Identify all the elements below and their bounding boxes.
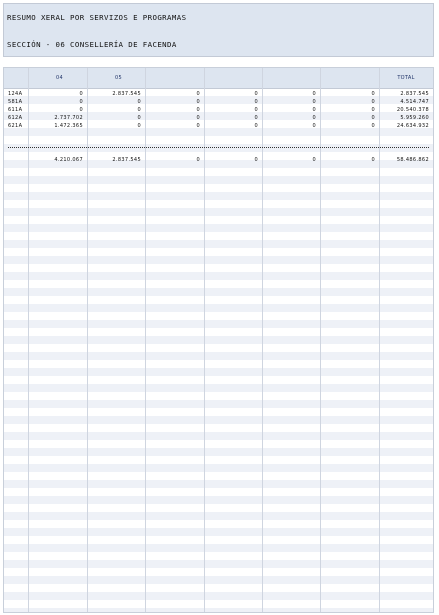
column-divider [87,68,88,612]
table-cell: 0 [371,115,375,121]
program-code: 621A [8,123,23,129]
total-cell: 58.486.862 [396,157,429,163]
program-code: 581A [8,99,23,105]
table-cell: 0 [137,99,141,105]
row-stripe [4,520,433,528]
table-cell: 0 [79,91,83,97]
row-stripe [4,288,433,296]
table-cell: 0 [137,107,141,113]
row-stripe [4,472,433,480]
row-stripe [4,136,433,144]
table-cell: 0 [312,115,316,121]
row-stripe [4,224,433,232]
row-stripe [4,568,433,576]
total-cell: 0 [371,157,375,163]
table-cell: 1.472.365 [54,123,83,129]
table-cell: 0 [371,107,375,113]
row-stripe [4,560,433,568]
row-stripe [4,192,433,200]
row-stripe [4,464,433,472]
row-stripe [4,352,433,360]
program-code: 611A [8,107,23,113]
column-header: 04 [56,75,63,81]
row-stripe [4,592,433,600]
row-stripe [4,608,433,613]
row-stripe [4,488,433,496]
row-stripe [4,176,433,184]
row-stripe [4,272,433,280]
row-stripe [4,320,433,328]
row-stripe [4,368,433,376]
row-stripe [4,248,433,256]
table-cell: 2.837.545 [400,91,429,97]
table-cell: 0 [196,107,200,113]
row-stripe [4,232,433,240]
row-stripe [4,440,433,448]
row-stripe [4,312,433,320]
row-stripe [4,504,433,512]
table-cell: 0 [79,99,83,105]
column-header: 05 [115,75,122,81]
column-divider [262,68,263,612]
table-cell: 0 [254,99,258,105]
column-divider [320,68,321,612]
program-code: 124A [8,91,23,97]
column-divider [379,68,380,612]
table-cell: 0 [371,91,375,97]
row-stripe [4,400,433,408]
row-stripe [4,536,433,544]
total-separator [8,147,429,148]
row-stripe [4,344,433,352]
table-cell: 24.634.932 [396,123,429,129]
row-stripe [4,256,433,264]
table-cell: 0 [312,107,316,113]
table-cell: 0 [371,99,375,105]
table-cell: 0 [254,107,258,113]
table-cell: 2.837.545 [112,91,141,97]
row-stripe [4,584,433,592]
row-stripe [4,408,433,416]
row-stripe [4,280,433,288]
program-code: 612A [8,115,23,121]
row-stripe [4,296,433,304]
row-stripe [4,328,433,336]
row-stripe [4,432,433,440]
row-stripe [4,456,433,464]
report-header [3,3,434,57]
row-stripe [4,576,433,584]
section-title: SECCIÓN - 06 CONSELLERÍA DE FACENDA [7,40,177,49]
row-stripe [4,376,433,384]
table-cell: 20.540.378 [396,107,429,113]
row-stripe [4,168,433,176]
table-cell: 0 [137,123,141,129]
row-stripe [4,264,433,272]
row-stripe [4,512,433,520]
column-divider [204,68,205,612]
row-stripe [4,528,433,536]
row-stripe [4,600,433,608]
row-stripe [4,544,433,552]
table-cell: 0 [196,115,200,121]
row-stripe [4,216,433,224]
total-cell: 2.837.545 [112,157,141,163]
row-stripe [4,416,433,424]
table-cell: 5.959.260 [400,115,429,121]
row-stripe [4,392,433,400]
table-cell: 0 [254,115,258,121]
table-cell: 4.514.747 [400,99,429,105]
row-stripe [4,144,433,152]
row-stripe [4,384,433,392]
row-stripe [4,208,433,216]
table-cell: 0 [371,123,375,129]
row-stripe [4,184,433,192]
total-cell: 0 [196,157,200,163]
total-cell: 0 [312,157,316,163]
row-stripe [4,480,433,488]
table-cell: 0 [137,115,141,121]
column-divider [28,68,29,612]
column-header-row [4,68,433,89]
row-stripe [4,304,433,312]
report-title: RESUMO XERAL POR SERVIZOS E PROGRAMAS [7,13,187,22]
total-cell: 0 [254,157,258,163]
summary-table [3,67,434,613]
column-divider [145,68,146,612]
table-cell: 0 [196,91,200,97]
table-cell: 0 [196,99,200,105]
table-cell: 0 [312,123,316,129]
row-stripe [4,448,433,456]
column-header: TOTAL [397,75,415,81]
table-cell: 0 [254,123,258,129]
row-stripe [4,200,433,208]
table-cell: 0 [312,99,316,105]
row-stripe [4,360,433,368]
table-cell: 0 [196,123,200,129]
table-cell: 0 [79,107,83,113]
row-stripe [4,424,433,432]
row-stripe [4,336,433,344]
row-stripe [4,496,433,504]
row-stripe [4,552,433,560]
total-cell: 4.210.067 [54,157,83,163]
row-stripe [4,240,433,248]
table-cell: 2.737.702 [54,115,83,121]
table-cell: 0 [312,91,316,97]
table-cell: 0 [254,91,258,97]
